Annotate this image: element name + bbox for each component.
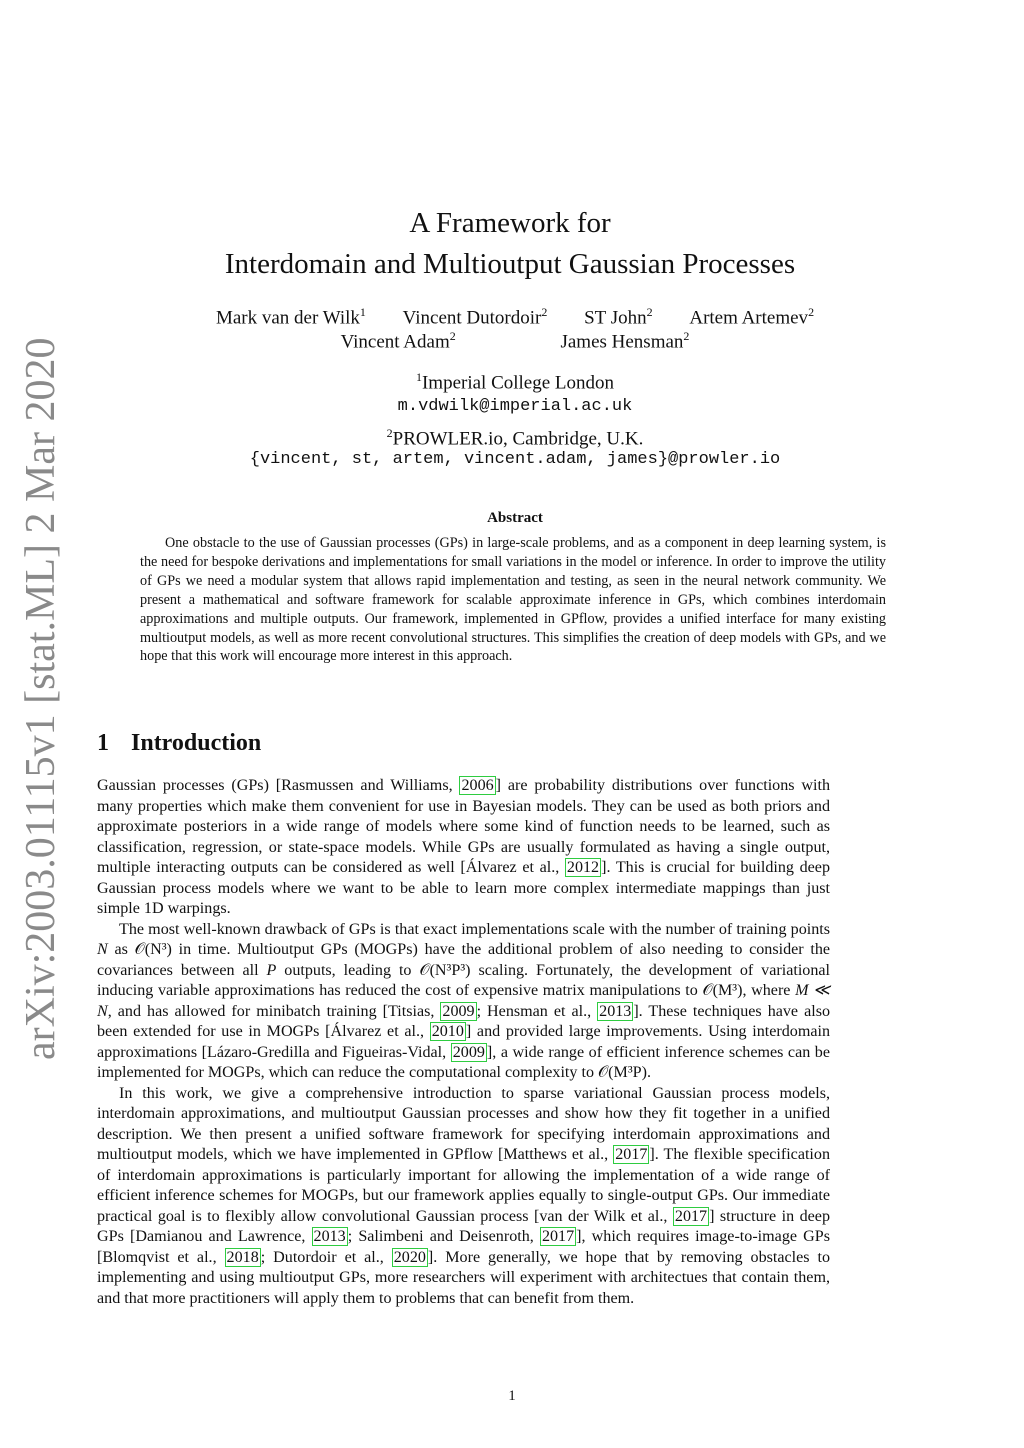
citation-link[interactable]: 2018 (226, 1248, 259, 1266)
citation-link[interactable]: 2009 (452, 1043, 485, 1061)
author: Vincent Dutordoir$^2$ (402, 305, 548, 329)
affiliation-2-email[interactable]: {vincent, st, artem, vincent.adam, james}@prowler.io (249, 450, 781, 469)
citation-link[interactable]: 2006 (461, 777, 494, 794)
affiliation-1: $^1$Imperial College London (415, 370, 615, 394)
citation-link[interactable]: 2017 (615, 1146, 648, 1163)
citation-link[interactable]: 2013 (313, 1228, 346, 1245)
author: Artem Artemev$^2$ (689, 305, 815, 329)
paper-title-line2: Interdomain and Multioutput Gaussian Processes (224, 248, 796, 280)
abstract-text: One obstacle to the use of Gaussian processes (GPs) in large-scale problems, and as a component in deep learning system, is the need for bespoke derivations and implementations for small variations in the model or inference. In order to improve the utility of GPs we need a modular system that allows rapid implementation and testing, as seen in the neural network community. We present a mathematical and software framework for scalable approximate inference in GPs, which combines interdomain approximations and multiple outputs. Our framework, implemented in GPflow, provides a unified interface for many existing multioutput models, as well as more recent convolutional structures. This simplifies the creation of deep models with GPs, and we hope that this work will encourage more interest in this approach. (140, 535, 886, 665)
page-number: 1 (508, 1388, 516, 1404)
paragraph-3: In this work, we give a comprehensive introduction to sparse variational Gaussian process models, interdomain approximations, and multioutput Gaussian processes and show how they fit together in a unified description. We then present a unified software framework for specifying interdomain approximations and multioutput models, which we have implemented in GPflow [Matthews et al., 2017 ]. The flexible specification of interdomain approximations is particularly important for allowing the implementation of a wide range of efficient inference schemes for MOGPs, but our framework applies equally to single-output GPs. Our immediate practical goal is to flexibly allow convolutional Gaussian process [van der Wilk et al., 2017 ] structure in deep GPs [Damianou and Lawrence, 2013 ; Salimbeni and Deisenroth, 2017 ], which requires image-to-image GPs [Blomqvist et al., 2018 ; Dutordoir et al., 2020 ]. More generally, we hope that by removing obstacles to implementing and using multioutput GPs, more researchers will experiment with architectues that contain them, and that more practitioners will apply them to problems that can benefit from them. (97, 1084, 831, 1307)
author: Vincent Adam$^2$ (340, 329, 456, 353)
citation-link[interactable]: 2009 (442, 1002, 475, 1020)
citation-link[interactable]: 2020 (393, 1248, 426, 1266)
affiliation-2: $^2$PROWLER.io, Cambridge, U.K. (386, 426, 644, 450)
paragraph-1: Gaussian processes (GPs) [Rasmussen and Williams, 2006 ] are probability distributions over functions with many properties which make them convenient for use in Bayesian models. They can be used as both priors and approximate posteriors in a wide range of models where some kind of function needs to be learned, such as classification, regression, or state-space models. While GPs are usually formulated as having a single output, multiple interacting outputs can be considered as well [Álvarez et al., 2012 ]. This is crucial for building deep Gaussian process models where we want to be able to learn more complex intermediate mappings than just simple 1D warpings. (97, 777, 830, 917)
citation-link[interactable]: 2012 (566, 859, 600, 876)
author: Mark van der Wilk$^1$ (215, 305, 366, 329)
affiliation-1-email[interactable]: m.vdwilk@imperial.ac.uk (397, 397, 633, 416)
paper-title-line1: A Framework for (409, 207, 611, 239)
author: ST John$^2$ (584, 305, 653, 329)
citation-link[interactable]: 2010 (431, 1023, 464, 1040)
author-list-row2 (80, 329, 950, 353)
section-heading (97, 730, 261, 757)
arxiv-identifier: arXiv:2003.01115v1 [stat.ML] 2 Mar 2020 (18, 337, 64, 1060)
section-number: 1 (97, 730, 109, 756)
intro-body (97, 776, 830, 1309)
citation-link[interactable]: 2017 (674, 1207, 708, 1225)
section-title: Introduction (131, 730, 262, 756)
author-list-row1 (80, 305, 950, 329)
citation-link[interactable]: 2013 (599, 1002, 632, 1020)
citation-link[interactable]: 2017 (541, 1228, 575, 1245)
abstract-heading: Abstract (487, 510, 543, 526)
paragraph-2: The most well-known drawback of GPs is that exact implementations scale with the number of training points N as 𝒪(N³) in time. Multioutput GPs (MOGPs) have the additional problem of also needing to consider the covariances between all P outputs, leading to 𝒪(N³P³) scaling. Fortunately, the development of variational inducing variable approximations has reduced the cost of expensive matrix manipulations to 𝒪(M³), where M ≪ N, and has allowed for minibatch training [Titsias, 2009 ; Hensman et al., 2013 ]. These techniques have also been extended for use in MOGPs [Álvarez et al., 2010 ] and provided large improvements. Using interdomain approximations [Lázaro-Gredilla and Figueiras-Vidal, 2009 ], a wide range of efficient inference schemes can be implemented for MOGPs, which can reduce the computational complexity to 𝒪(M³P). (97, 920, 831, 1081)
author: James Hensman$^2$ (560, 329, 690, 353)
